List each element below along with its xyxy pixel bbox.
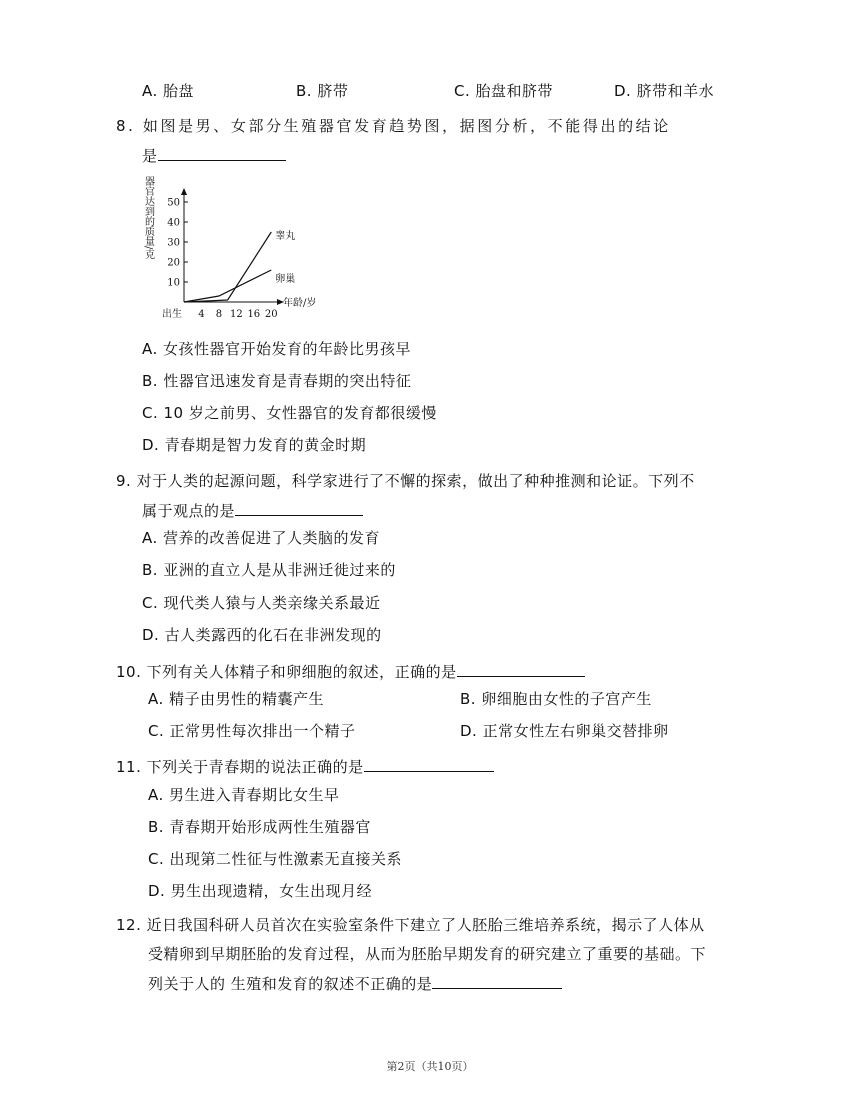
chart-y-tick-label: 40 <box>167 217 180 229</box>
chart-series-line-2 <box>184 270 271 302</box>
chart-x-tick-label: 8 <box>215 309 223 320</box>
q12-stem-line-1: 12. 近日我国科研人员首次在实验室条件下建立了人胚胎三维培养系统，揭示了人体从 <box>116 916 705 934</box>
q9-stem-line-1: 9. 对于人类的起源问题，科学家进行了不懈的探索，做出了种种推测和论证。下列不 <box>116 472 695 490</box>
chart-y-tick-label: 10 <box>167 277 180 289</box>
q8-stem-text: 是 <box>142 147 158 165</box>
q9-stem-line-2 <box>142 499 363 522</box>
q7-option-a: A. 胎盘 <box>142 82 195 100</box>
q10-option-b: B. 卵细胞由女性的子宫产生 <box>460 690 652 708</box>
q8-stem-line-1: 8. 如图是男、女部分生殖器官发育趋势图，据图分析，不能得出的结论 <box>116 117 671 135</box>
chart-x-tick-label: 20 <box>264 309 278 320</box>
chart-x-tick-label: 出生 <box>162 309 182 320</box>
q10-option-a: A. 精子由男性的精囊产生 <box>148 690 325 708</box>
q12-stem-line-3 <box>148 972 562 995</box>
q8-stem-line-2 <box>142 144 286 167</box>
q9-stem-text: 属于观点的是 <box>142 502 236 520</box>
q9-answer-blank <box>235 499 363 516</box>
chart-x-tick-label: 12 <box>229 309 243 320</box>
chart-series-label-1: 睾丸 <box>275 231 296 242</box>
organ-development-chart <box>140 170 340 330</box>
chart-x-tick-label: 16 <box>247 309 261 320</box>
q11-option-c: C. 出现第二性征与性激素无直接关系 <box>148 850 403 868</box>
q7-option-d: D. 脐带和羊水 <box>614 82 715 100</box>
q8-option-b: B. 性器官迅速发育是青春期的突出特征 <box>142 372 412 390</box>
q7-option-b: B. 脐带 <box>296 82 349 100</box>
q11-option-d: D. 男生出现遗精，女生出现月经 <box>148 882 373 900</box>
q9-option-d: D. 古人类露西的化石在非洲发现的 <box>142 626 382 644</box>
page-footer: 第2页（共10页） <box>386 1060 474 1073</box>
chart-y-axis-label: 器官达到的质量/克 <box>142 176 154 260</box>
q11-answer-blank <box>364 755 494 772</box>
q8-option-d: D. 青春期是智力发育的黄金时期 <box>142 436 367 454</box>
q12-answer-blank <box>432 972 562 989</box>
q7-option-c: C. 胎盘和脐带 <box>454 82 554 100</box>
q9-option-c: C. 现代类人猿与人类亲缘关系最近 <box>142 594 381 612</box>
q8-option-c: C. 10 岁之前男、女性器官的发育都很缓慢 <box>142 404 437 422</box>
chart-series-label-2: 卵巢 <box>275 274 296 285</box>
q12-stem-line-2: 受精卵到早期胚胎的发育过程，从而为胚胎早期发育的研究建立了重要的基础。下 <box>148 945 707 963</box>
chart-x-axis-label: 年龄/岁 <box>283 298 317 309</box>
q12-stem-text: 列关于人的 生殖和发育的叙述不正确的是 <box>148 975 433 993</box>
chart-y-tick-label: 20 <box>167 257 180 269</box>
q11-stem <box>116 755 494 778</box>
q11-option-a: A. 男生进入青春期比女生早 <box>148 786 340 804</box>
q10-stem <box>116 660 585 683</box>
q10-answer-blank <box>457 660 585 677</box>
q8-option-a: A. 女孩性器官开始发育的年龄比男孩早 <box>142 340 412 358</box>
q11-option-b: B. 青春期开始形成两性生殖器官 <box>148 818 371 836</box>
chart-y-arrow <box>181 188 187 195</box>
chart-x-tick-label: 4 <box>198 309 205 320</box>
q9-option-b: B. 亚洲的直立人是从非洲迁徙过来的 <box>142 561 396 579</box>
q10-option-d: D. 正常女性左右卵巢交替排卵 <box>460 722 669 740</box>
q10-option-c: C. 正常男性每次排出一个精子 <box>148 722 356 740</box>
q10-stem-text: 10. 下列有关人体精子和卵细胞的叙述，正确的是 <box>116 663 457 681</box>
q11-stem-text: 11. 下列关于青春期的说法正确的是 <box>116 758 364 776</box>
q9-option-a: A. 营养的改善促进了人类脑的发育 <box>142 529 381 547</box>
q8-answer-blank <box>158 144 286 161</box>
chart-y-tick-label: 50 <box>167 197 180 209</box>
chart-y-tick-label: 30 <box>167 237 180 249</box>
